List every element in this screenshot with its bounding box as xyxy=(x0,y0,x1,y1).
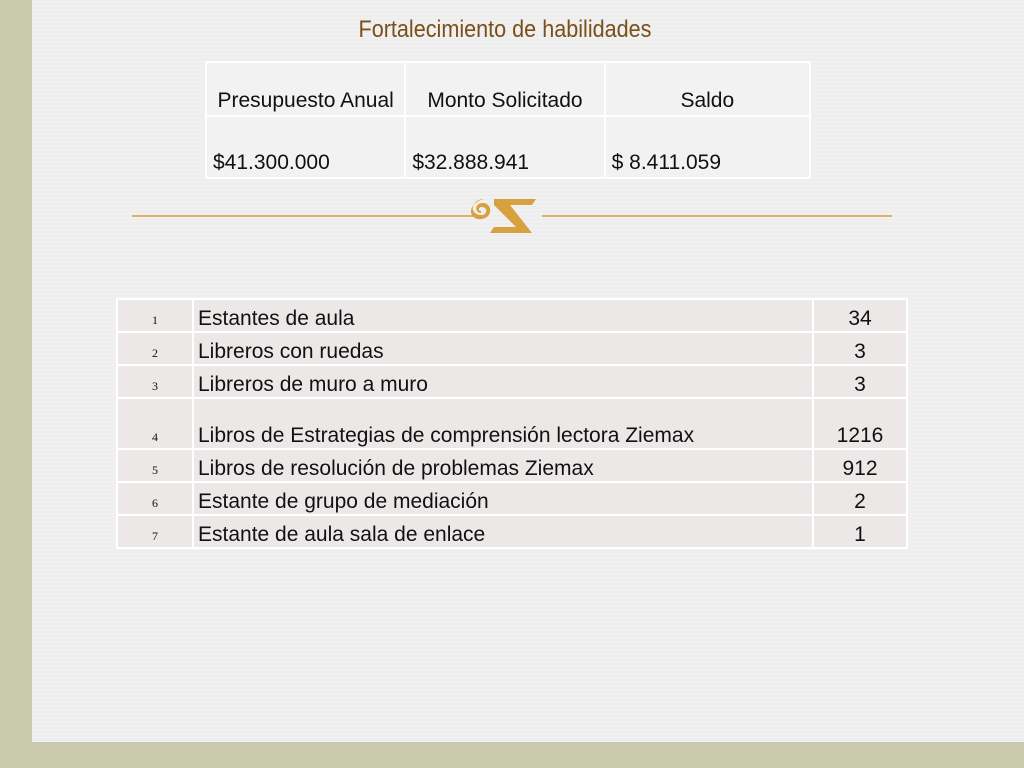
item-number: 1 xyxy=(117,299,193,332)
header-presupuesto: Presupuesto Anual xyxy=(206,62,405,116)
item-description: Estante de grupo de mediación xyxy=(193,482,813,515)
budget-table xyxy=(205,61,811,179)
item-number: 7 xyxy=(117,515,193,548)
item-description: Libros de resolución de problemas Ziemax xyxy=(193,449,813,482)
item-quantity: 2 xyxy=(813,482,907,515)
item-number: 5 xyxy=(117,449,193,482)
item-quantity: 1216 xyxy=(813,398,907,449)
items-table-body xyxy=(117,299,907,548)
ornament-scroll-icon xyxy=(471,199,536,233)
header-saldo: Saldo xyxy=(605,62,810,116)
table-row xyxy=(117,299,907,332)
item-number: 6 xyxy=(117,482,193,515)
slide-title: Fortalecimiento de habilidades xyxy=(358,16,652,43)
item-quantity: 34 xyxy=(813,299,907,332)
table-row xyxy=(117,482,907,515)
item-quantity: 1 xyxy=(813,515,907,548)
table-row xyxy=(117,398,907,449)
item-number: 4 xyxy=(117,398,193,449)
items-table xyxy=(116,298,908,549)
item-description: Libreros con ruedas xyxy=(193,332,813,365)
item-quantity: 3 xyxy=(813,332,907,365)
table-row xyxy=(117,515,907,548)
header-monto: Monto Solicitado xyxy=(405,62,604,116)
table-row xyxy=(117,332,907,365)
item-description: Libros de Estrategias de comprensión lectora Ziemax xyxy=(193,398,813,449)
item-description: Estante de aula sala de enlace xyxy=(193,515,813,548)
item-description: Estantes de aula xyxy=(193,299,813,332)
table-row xyxy=(117,449,907,482)
table-row xyxy=(117,365,907,398)
value-presupuesto: $41.300.000 xyxy=(206,116,405,178)
item-number: 2 xyxy=(117,332,193,365)
item-description: Libreros de muro a muro xyxy=(193,365,813,398)
budget-values-row xyxy=(206,116,810,178)
value-saldo: $ 8.411.059 xyxy=(605,116,810,178)
item-number: 3 xyxy=(117,365,193,398)
ornament-divider xyxy=(132,195,892,239)
item-quantity: 912 xyxy=(813,449,907,482)
value-monto: $32.888.941 xyxy=(405,116,604,178)
budget-header-row xyxy=(206,62,810,116)
item-quantity: 3 xyxy=(813,365,907,398)
